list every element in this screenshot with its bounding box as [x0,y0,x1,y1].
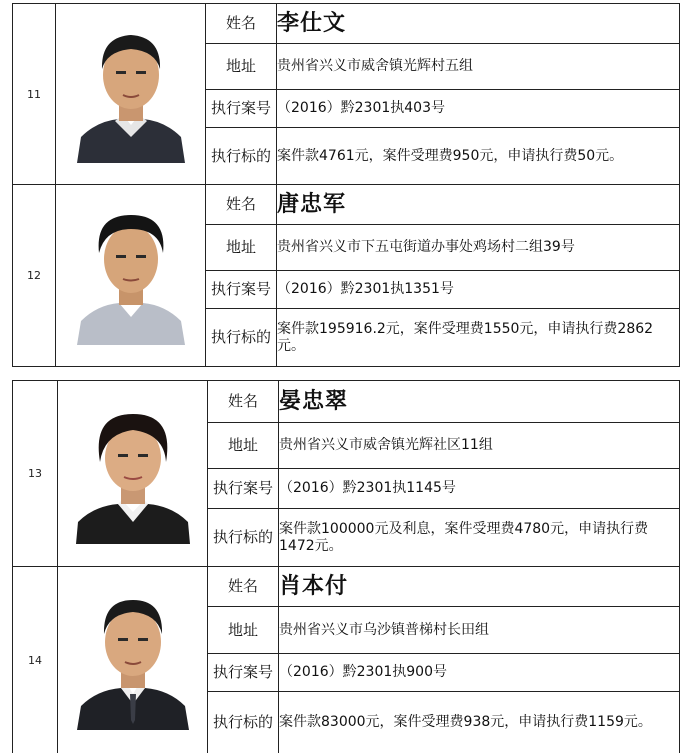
person-name: 唐忠军 [277,185,680,225]
person-name: 晏忠翠 [279,381,680,423]
subject-value: 案件款83000元，案件受理费938元，申请执行费1159元。 [279,692,680,753]
label-name: 姓名 [208,567,279,607]
label-subject: 执行标的 [208,692,279,753]
label-case-number: 执行案号 [206,271,277,309]
debtor-table-2 [12,380,680,753]
record-index: 13 [13,381,58,567]
label-case-number: 执行案号 [206,90,277,128]
label-case-number: 执行案号 [208,469,279,509]
photo-cell [58,381,208,567]
subject-value: 案件款4761元，案件受理费950元，申请执行费50元。 [277,128,680,185]
case-number-value: （2016）黔2301执1145号 [279,469,680,509]
label-address: 地址 [208,423,279,469]
male-portrait-icon [75,590,191,730]
label-name: 姓名 [208,381,279,423]
label-address: 地址 [206,44,277,90]
record-row [13,185,680,225]
photo-cell [58,567,208,753]
label-subject: 执行标的 [208,509,279,567]
subject-value: 案件款195916.2元，案件受理费1550元，申请执行费2862元。 [277,309,680,367]
female-portrait-icon [74,404,192,544]
record-row [13,4,680,44]
address-value: 贵州省兴义市乌沙镇普梯村长田组 [279,607,680,654]
label-name: 姓名 [206,4,277,44]
case-number-value: （2016）黔2301执1351号 [277,271,680,309]
male-portrait-icon [75,25,187,163]
label-subject: 执行标的 [206,128,277,185]
label-address: 地址 [208,607,279,654]
address-value: 贵州省兴义市威舍镇光辉社区11组 [279,423,680,469]
photo-cell [56,4,206,185]
record-index: 11 [13,4,56,185]
person-name: 肖本付 [279,567,680,607]
person-name: 李仕文 [277,4,680,44]
case-number-value: （2016）黔2301执403号 [277,90,680,128]
label-address: 地址 [206,225,277,271]
label-subject: 执行标的 [206,309,277,367]
male-portrait-icon [75,207,187,345]
photo-cell [56,185,206,367]
record-index: 12 [13,185,56,367]
record-row [13,381,680,423]
address-value: 贵州省兴义市下五屯街道办事处鸡场村二组39号 [277,225,680,271]
subject-value: 案件款100000元及利息，案件受理费4780元，申请执行费1472元。 [279,509,680,567]
record-index: 14 [13,567,58,753]
label-name: 姓名 [206,185,277,225]
label-case-number: 执行案号 [208,654,279,692]
case-number-value: （2016）黔2301执900号 [279,654,680,692]
address-value: 贵州省兴义市威舍镇光辉村五组 [277,44,680,90]
debtor-table-1 [12,3,680,367]
record-row [13,567,680,607]
